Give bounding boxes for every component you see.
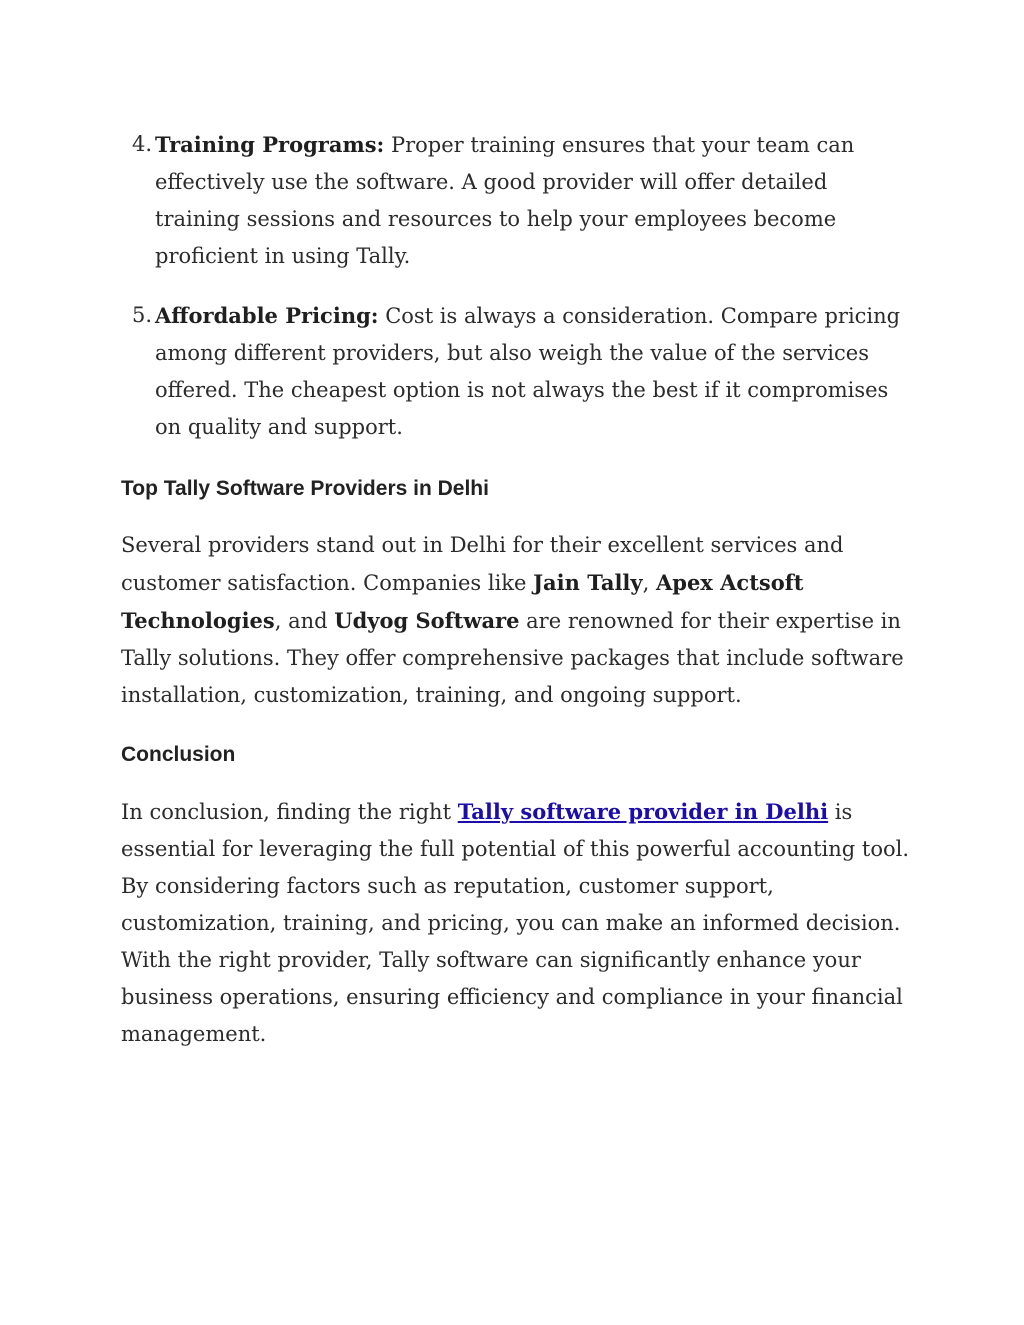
list-number: 5. bbox=[131, 303, 152, 327]
conclusion-text-before-link: In conclusion, finding the right bbox=[121, 800, 458, 824]
list-item-body bbox=[155, 126, 905, 275]
company-name-jain-tally: Jain Tally bbox=[533, 570, 643, 595]
list-item-text: Cost is always a consideration. Compare pricing among different providers, but also weigh the value of the services offered. The cheapest option is not always the best if it compromises on quality and support. bbox=[155, 304, 901, 439]
providers-paragraph bbox=[121, 527, 911, 714]
list-item-body bbox=[155, 297, 905, 446]
section-heading-conclusion: Conclusion bbox=[121, 743, 236, 766]
list-item-title: Affordable Pricing: bbox=[155, 303, 379, 328]
list-item-title: Training Programs: bbox=[155, 132, 385, 157]
section-heading-providers: Top Tally Software Providers in Delhi bbox=[121, 477, 489, 500]
list-number: 4. bbox=[131, 132, 152, 156]
company-name-udyog-software: Udyog Software bbox=[334, 608, 520, 633]
conclusion-text-after-link: is essential for leveraging the full potential of this powerful accounting tool. By considering factors such as reputation, customer support, customization, training, and pricing, you can make an informed decision. With the right provider, Tally software can significantly enhance your business operations, ensuring efficiency and compliance in your financial management. bbox=[121, 800, 910, 1046]
list-item-text: Proper training ensures that your team can effectively use the software. A good provider will offer detailed training sessions and resources to help your employees become proficient in using Tally. bbox=[155, 133, 855, 268]
conclusion-paragraph bbox=[121, 793, 911, 1053]
tally-provider-link[interactable]: Tally software provider in Delhi bbox=[457, 799, 829, 824]
company-name-apex-actsoft: Apex Actsoft Technologies bbox=[121, 570, 804, 633]
providers-intro-text: Several providers stand out in Delhi for their excellent services and customer satisfaction. Companies like bbox=[121, 533, 844, 595]
separator-text: , and bbox=[274, 609, 335, 633]
providers-outro-text: are renowned for their expertise in Tally solutions. They offer comprehensive packages that include software installation, customization, training, and ongoing support. bbox=[121, 609, 904, 707]
separator-text: , bbox=[642, 571, 656, 595]
